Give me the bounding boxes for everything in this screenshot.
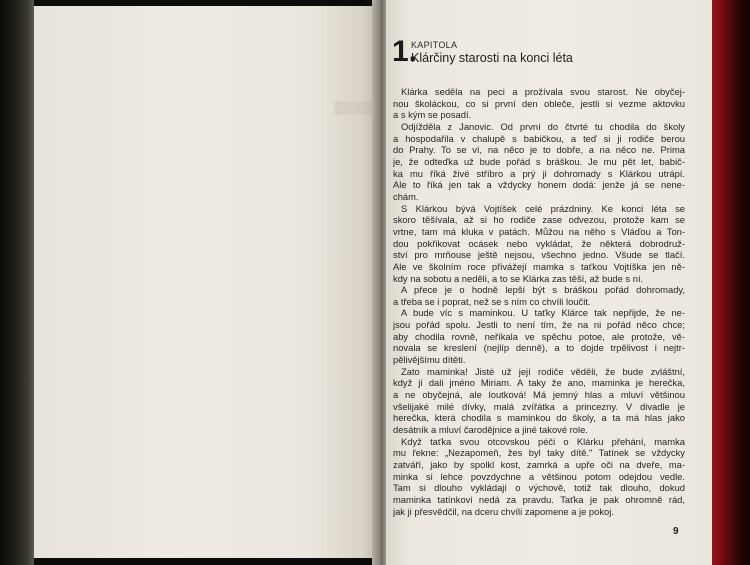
text-line: dou pokřikovat ocásek nebo vykládat, že některá dobrodruž- (393, 237, 685, 249)
body-text (393, 86, 685, 517)
text-line: Zato maminka! Jisté už její rodiče věděli, že bude zvláštní, (401, 365, 685, 377)
text-line: všelijaké milé dívky, malá zvířátka a princezny. V divadle je (393, 400, 685, 412)
text-line: Když taťka svou otcovskou péči o Klárku přehání, mamka (401, 435, 685, 447)
text-line: jak ji přesvědčil, na dceru chvíli zapomene a je pokoj. (393, 505, 614, 517)
text-line: a třeba se i poprat, než se s ním co chvíli loučit. (393, 295, 591, 307)
page-number: 9 (673, 526, 679, 537)
text-line: zatváří, jako by spolkl kost, zamrká a upře oči na dveře, ma- (393, 459, 685, 470)
text-line: je, že odteďka už bude pořád s bráškou. Je mu pět let, babič- (393, 155, 685, 167)
text-line: když jí dali jméno Miriam. A taky že ano, maminka je herečka, (393, 377, 685, 389)
left-page (34, 6, 380, 558)
text-line: kdy na sobotu a neděli, a to se Klárka zas těší, až bude s ní. (393, 272, 644, 284)
text-line: S Klárkou bývá Vojtíšek celé prázdniny. Ke konci léta se (401, 202, 685, 214)
text-line: A přece je o hodně lepší být s bráškou pořád dohromady, (401, 284, 685, 296)
text-line: a s kým se posadí. (393, 109, 472, 121)
text-line: Klárka seděla na peci a prožívala svou starost. Ne obyčej- (401, 86, 685, 97)
text-line: mu řekne: „Nezapomeň, žes byl taky dítě." Tatínek se vždycky (393, 447, 685, 459)
text-line: aby chodila rovně, neříkala ve spěchu potoe, ale protože, vě- (393, 330, 685, 342)
text-line: Tam si dlouho vykládají o výchově, totiž tak dlouho, dokud (393, 482, 685, 494)
text-line: minka si lehce povzdychne a většinou potom odejdou vedle. (393, 470, 685, 482)
text-line: Odjížděla z Janovic. Od první do čtvrté tu chodila do školy (401, 120, 685, 132)
left-book-edge (0, 0, 34, 565)
text-line: ka mu říká živé stříbro a prý ji dohromady s Klárkou utrápí. (393, 167, 685, 179)
chapter-number: 1. (392, 35, 418, 68)
text-line: do Prahy. To se ví, na něco je to dobře, a na něco ne. Prima (393, 144, 685, 156)
text-line: chám. (393, 190, 419, 202)
text-line: jsou pořád spolu. Jestli to není tím, že na ni pořád něco chce; (393, 319, 685, 331)
text-line: a ne obyčejná, ale loutková! Má jemný hlas a mluví většinou (393, 389, 685, 401)
text-line: novala se kreslení (nejlíp denně), a to dojde trpělivost i nejtr- (393, 342, 685, 354)
text-line: ství pro mrňouse ještě nejsou, všechno jedno. Všude se tlačí. (393, 249, 685, 261)
text-line: Ale to říká jen tak a vždycky honem dodá: jenže já se nene- (393, 179, 685, 191)
text-line: desátník a mluví čarodějnice a jiné takové role. (393, 424, 588, 436)
text-line: pělivějšímu dítěti. (393, 354, 466, 366)
chapter-label: KAPITOLA (411, 40, 458, 50)
red-cover-edge (712, 0, 750, 565)
text-line: a hospodařila v chalupě s babičkou, a teď si ji rodiče berou (393, 132, 685, 144)
text-line: herečka, která chodila s maminkou do školy, a ta má hlas jako (393, 412, 685, 424)
text-line: vrtne, tam má kluka v patách. Můžou na něho s Vláďou a Ton- (393, 225, 685, 237)
text-line: A bude víc s maminkou. U taťky Klárce tak nepřijde, že ne- (401, 307, 685, 319)
text-line: Ale ve školním roce přivážejí mamka s taťkou Vojtíška jen ně- (393, 260, 685, 272)
chapter-heading (392, 36, 692, 70)
chapter-title: Klárčiny starosti na konci léta (411, 51, 573, 65)
text-line: nou školáckou, co si první den obleče, jestli si vezme aktovku (393, 97, 685, 109)
text-line: skoro těšívala, až si ho rodiče zase odvezou, protože kam se (393, 214, 685, 226)
text-line: maminka tatínkovi nedá za pravdu. Taťka je pak ohromně rád, (393, 493, 685, 505)
